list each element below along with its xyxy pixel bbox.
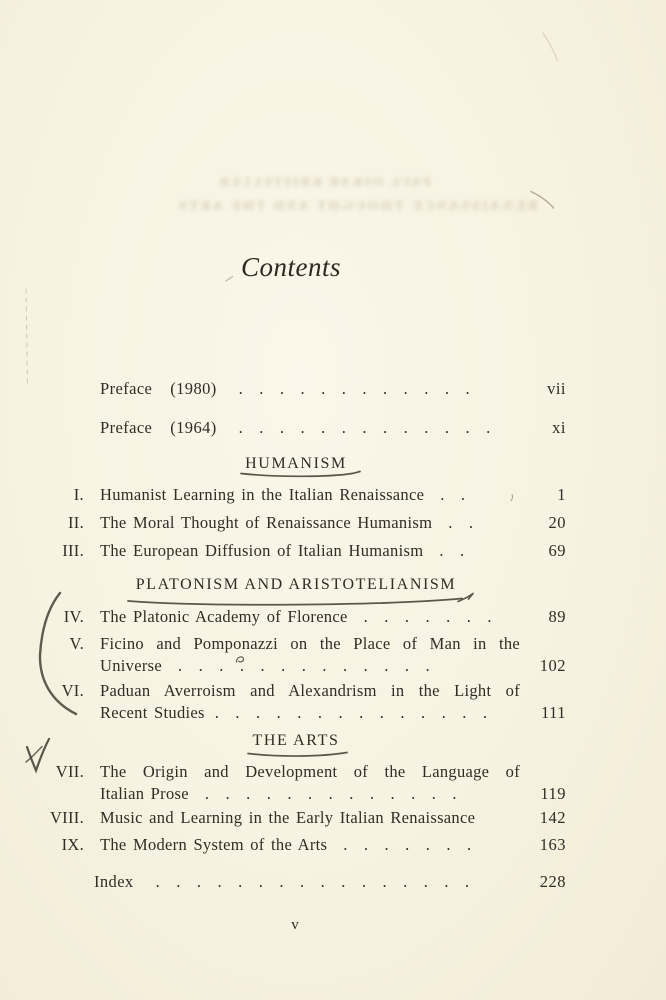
platonism-underline-arrow (458, 594, 473, 602)
chapter-title-line1: The Origin and Development of the Language of (100, 762, 520, 781)
toc-row-chapter-5 (40, 633, 566, 677)
folio-page-number: v (291, 917, 299, 933)
the-arts-underline (248, 753, 347, 757)
humanism-underline (241, 472, 360, 477)
platonism-underline (128, 599, 462, 605)
chapter-title: Humanist Learning in the Italian Renaissance (100, 485, 425, 504)
page-number: 119 (540, 784, 566, 803)
dot-leader: . . . . . . . . . . . . . . (214, 703, 487, 722)
bleedthrough-text-line1: PAUL OSKAR KRISTELLER (217, 174, 431, 189)
dot-leader: . . . . . . . . . . . . . (177, 656, 430, 675)
chapter-title: The Modern System of the Arts (100, 835, 328, 854)
chapter-title-line2: Italian Prose (100, 784, 189, 803)
toc-row-chapter-3 (40, 540, 566, 562)
page-number: 163 (539, 835, 566, 854)
page-number: 102 (539, 656, 566, 675)
toc-label: Index (94, 872, 134, 891)
toc-row-chapter-7 (40, 761, 566, 805)
dot-leader: . . . . . . . . . . . . (238, 379, 470, 398)
dot-leader: . . (448, 513, 473, 532)
dot-leader: . . (440, 485, 465, 504)
chapter-title-line1: Ficino and Pomponazzi on the Place of Man in the (100, 634, 520, 653)
chapter-numeral: IV. (63, 607, 84, 626)
toc-row-chapter-8 (40, 807, 566, 829)
dot-leader: . . . . . . . . . . . . . . . . (155, 872, 470, 891)
dot-leader: . . . . . . . (343, 835, 472, 854)
toc-row-chapter-6 (40, 680, 566, 724)
chapter-numeral: VI. (61, 681, 84, 700)
chapter-title: The Moral Thought of Renaissance Humanism (100, 513, 433, 532)
dot-leader: . . . . . . . . . . . . . (238, 418, 491, 437)
page-number: 89 (548, 607, 566, 626)
toc-label: Preface (100, 379, 153, 398)
section-heading-humanism: HUMANISM (245, 455, 347, 472)
toc-row-chapter-9 (40, 834, 566, 856)
chapter-numeral: II. (67, 513, 84, 532)
toc-row-preface-1964 (100, 417, 566, 439)
section-heading-platonism: PLATONISM AND ARISTOTELIANISM (135, 576, 457, 593)
toc-row-preface-1980 (100, 378, 566, 400)
chapter-title: Music and Learning in the Early Italian Renaissance (100, 808, 476, 827)
section-heading-the-arts: THE ARTS (252, 732, 340, 749)
chapter-numeral: VIII. (49, 808, 84, 827)
chapter-title-line2: Universe (100, 656, 162, 675)
chapter-title-line1: Paduan Averroism and Alexandrism in the Light of (100, 681, 520, 700)
chapter-numeral: VII. (55, 762, 84, 781)
bleedthrough-text-line2: RENAISSANCE THOUGHT AND THE ARTS (176, 199, 538, 214)
page-number: 69 (548, 541, 566, 560)
page-number: 228 (539, 872, 566, 891)
page-number: 142 (539, 808, 566, 827)
page-title: Contents (240, 252, 341, 282)
chapter-numeral: I. (73, 485, 84, 504)
chapter-title: The Platonic Academy of Florence (100, 607, 348, 626)
toc-row-chapter-2 (40, 512, 566, 534)
dot-leader: . . . . . . . (363, 607, 492, 626)
page-number: vii (547, 379, 566, 398)
dot-leader: . . . . . . . . . . . . . (204, 784, 457, 803)
dot-leader: . . (439, 541, 465, 560)
page-number: 111 (540, 703, 566, 722)
chapter-numeral: V. (69, 634, 84, 653)
toc-year: (1964) (170, 418, 217, 437)
chapter-title: The European Diffusion of Italian Humanism (100, 541, 424, 560)
toc-row-chapter-4 (40, 606, 566, 628)
page-number: 20 (548, 513, 566, 532)
page-number: xi (552, 418, 566, 437)
toc-label: Preface (100, 418, 153, 437)
page-number: 1 (557, 485, 566, 504)
left-margin-crease (26, 289, 28, 385)
chapter-numeral: III. (62, 541, 84, 560)
chapter-numeral: IX. (61, 835, 84, 854)
toc-year: (1980) (170, 379, 217, 398)
toc-row-chapter-1 (40, 484, 566, 506)
toc-row-index (94, 871, 566, 893)
chapter-title-line2: Recent Studies (100, 703, 205, 722)
top-right-faint-scratch (543, 33, 558, 61)
